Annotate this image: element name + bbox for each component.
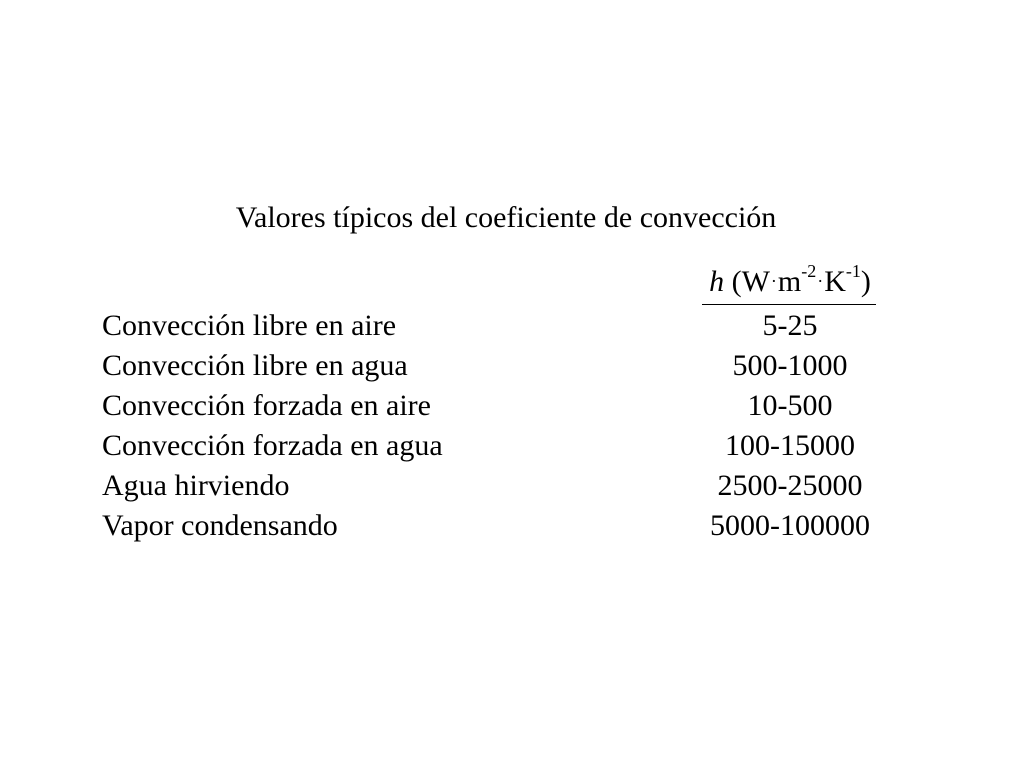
row-label: Convección forzada en agua	[102, 429, 443, 462]
row-value: 2500-25000	[717, 469, 863, 502]
header-dot-1: ·	[770, 271, 777, 291]
coefficient-table	[102, 306, 902, 546]
header-exp-k: -1	[845, 261, 861, 281]
row-value: 10-500	[747, 389, 833, 422]
slide-title: Valores típicos del coeficiente de convección	[235, 201, 777, 234]
row-label: Agua hirviendo	[102, 469, 290, 502]
header-exp-m: -2	[801, 261, 817, 281]
table-row	[102, 346, 902, 386]
row-label: Convección forzada en aire	[102, 389, 431, 422]
table-row	[102, 506, 902, 546]
row-value: 100-15000	[725, 429, 855, 462]
table-row	[102, 306, 902, 346]
header-close: )	[860, 265, 871, 298]
column-header	[690, 262, 890, 306]
row-label: Convección libre en agua	[102, 349, 408, 382]
header-unit-k: K	[824, 265, 846, 298]
row-value: 5000-100000	[710, 509, 870, 542]
table-row	[102, 426, 902, 466]
row-value: 5-25	[762, 309, 818, 342]
row-value: 500-1000	[732, 349, 848, 382]
row-label: Convección libre en aire	[102, 309, 397, 342]
header-symbol: h	[709, 265, 725, 298]
table-row	[102, 386, 902, 426]
table-row	[102, 466, 902, 506]
header-open: (W	[724, 265, 770, 298]
header-underline	[702, 304, 876, 305]
header-dot-2: ·	[817, 271, 824, 291]
header-unit-m: m	[777, 265, 802, 298]
row-label: Vapor condensando	[102, 509, 338, 542]
